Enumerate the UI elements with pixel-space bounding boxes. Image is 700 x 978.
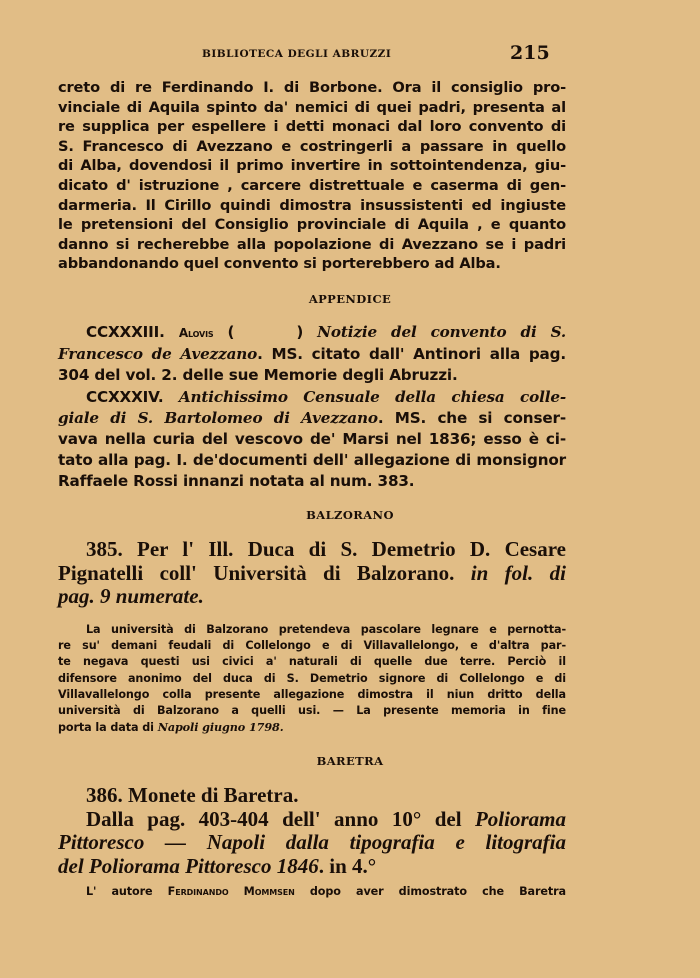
entry-386-line-1: 386. Monete di Baretra. xyxy=(86,783,299,807)
note-line: difensore anonimo del duca di S. Demetrio signore di Collelongo e di xyxy=(58,671,566,685)
note-line: te negava questi usi civici a' naturali di quelle due terre. Perciò il xyxy=(58,655,566,669)
entry-title: Antichissimo Censuale della chiesa colle- xyxy=(178,387,567,406)
note-author: Ferdinando Mommsen xyxy=(167,885,295,898)
paren-close: ) xyxy=(296,323,304,341)
entry-ccxxxiv-line-1 xyxy=(58,387,566,408)
entry-386-note xyxy=(58,884,566,900)
note-line: Villavallelongo colla presente allegazione dimostra il niun dritto della xyxy=(58,687,566,701)
text-line: le pretensioni del Consiglio provinciale di Aquila , e quanto xyxy=(58,216,566,234)
entry-386 xyxy=(58,784,566,878)
section-heading-balzorano: BALZORANO xyxy=(306,508,394,522)
entry-ccxxxiv-line-5: Raffaele Rossi innanzi notata al num. 383. xyxy=(58,472,415,491)
entry-title-cont: giale di S. Bartolomeo di Avezzano xyxy=(58,408,378,427)
entry-385-line-3: pag. 9 numerate. xyxy=(58,584,204,608)
entry-text: . MS. che si conser- xyxy=(377,408,567,427)
entry-author: Alovis xyxy=(178,326,214,340)
entry-386-line-3: Pittoresco — Napoli dalla tipografia e litografia xyxy=(58,830,566,854)
text-line: di Alba, dovendosi il primo invertire in sottointendenza, giu- xyxy=(58,157,566,175)
section-heading-baretra: BARETRA xyxy=(316,754,384,768)
entry-source: del Poliorama Pittoresco 1846 xyxy=(58,853,319,878)
note-text: L' autore xyxy=(86,885,153,898)
entry-ccxxxiv-line-3: vava nella curia del vescovo de' Marsi nel 1836; esso è ci- xyxy=(58,430,566,449)
note-line xyxy=(58,884,566,900)
section-heading-appendice: APPENDICE xyxy=(308,292,392,306)
running-title: BIBLIOTECA DEGLI ABRUZZI xyxy=(202,48,392,60)
entry-number: CCXXXIII. xyxy=(86,323,165,341)
entry-385 xyxy=(58,538,566,609)
entry-386-line-4 xyxy=(58,855,566,879)
entry-ccxxxiv-line-4: tato alla pag. I. de'documenti dell' allegazione di monsignor xyxy=(58,451,566,470)
entry-385-line-2 xyxy=(58,562,566,586)
entry-number: CCXXXIV. xyxy=(86,387,164,406)
entry-format: in fol. di xyxy=(470,560,566,585)
text-line: darmeria. Il Cirillo quindi dimostra insussistenti ed ingiuste xyxy=(58,196,566,214)
note-line: La università di Balzorano pretendeva pascolare legnare e pernotta- xyxy=(86,623,566,636)
entry-ccxxxiii-line-1 xyxy=(58,322,566,344)
entry-text: Dalla pag. 403-404 dell' anno 10° del xyxy=(86,806,462,831)
text-line: S. Francesco di Avezzano e costringerli a passare in quello xyxy=(58,137,566,155)
entry-386-line-2 xyxy=(58,808,566,832)
text-line: creto di re Ferdinando I. di Borbone. Ora il consiglio pro- xyxy=(58,79,566,96)
entry-385-line-1: 385. Per l' Ill. Duca di S. Demetrio D. Cesare xyxy=(86,537,566,561)
entry-source: Poliorama xyxy=(474,806,566,831)
text-line: dicato d' istruzione , carcere distrettuale e caserma di gen- xyxy=(58,176,566,194)
note-text: porta la data di xyxy=(58,721,154,735)
note-line: re su' demani feudali di Collelongo e di Villavallelongo, e d'altra par- xyxy=(58,639,566,653)
page-number: 215 xyxy=(510,42,550,64)
text-line: vinciale di Aquila spinto da' nemici di quei padri, presenta al xyxy=(58,98,566,116)
text-line: abbandonando quel convento si porterebbero ad Alba. xyxy=(58,255,501,273)
entry-ccxxxiii-line-3: 304 del vol. 2. delle sue Memorie degli Abruzzi. xyxy=(58,366,458,385)
entry-title-cont: Francesco de Avezzano xyxy=(58,345,258,364)
entry-text: Pignatelli coll' Università di Balzorano. xyxy=(58,560,455,585)
note-line xyxy=(58,719,566,736)
entry-ccxxxiv-line-2 xyxy=(58,408,566,429)
entry-format: . in 4.° xyxy=(318,853,377,878)
entry-text: . MS. citato dall' Antinori alla pag. xyxy=(257,345,566,364)
note-date: Napoli giugno 1798. xyxy=(157,720,284,735)
paren-open: ( xyxy=(227,323,235,341)
entry-ccxxxiii-line-2 xyxy=(58,344,566,365)
entry-385-note xyxy=(58,622,566,736)
appendix-entries xyxy=(58,322,566,493)
entry-title: Notizie del convento di S. xyxy=(317,323,566,341)
intro-paragraph xyxy=(58,78,566,274)
text-line: re supplica per espellere i detti monaci dal loro convento di xyxy=(58,118,566,136)
note-text: dopo aver dimostrato che Baretra xyxy=(309,885,566,898)
note-line: università di Balzorano a quelli usi. — La presente memoria in fine xyxy=(58,704,566,718)
text-line: danno si recherebbe alla popolazione di Avezzano se i padri xyxy=(58,235,566,253)
